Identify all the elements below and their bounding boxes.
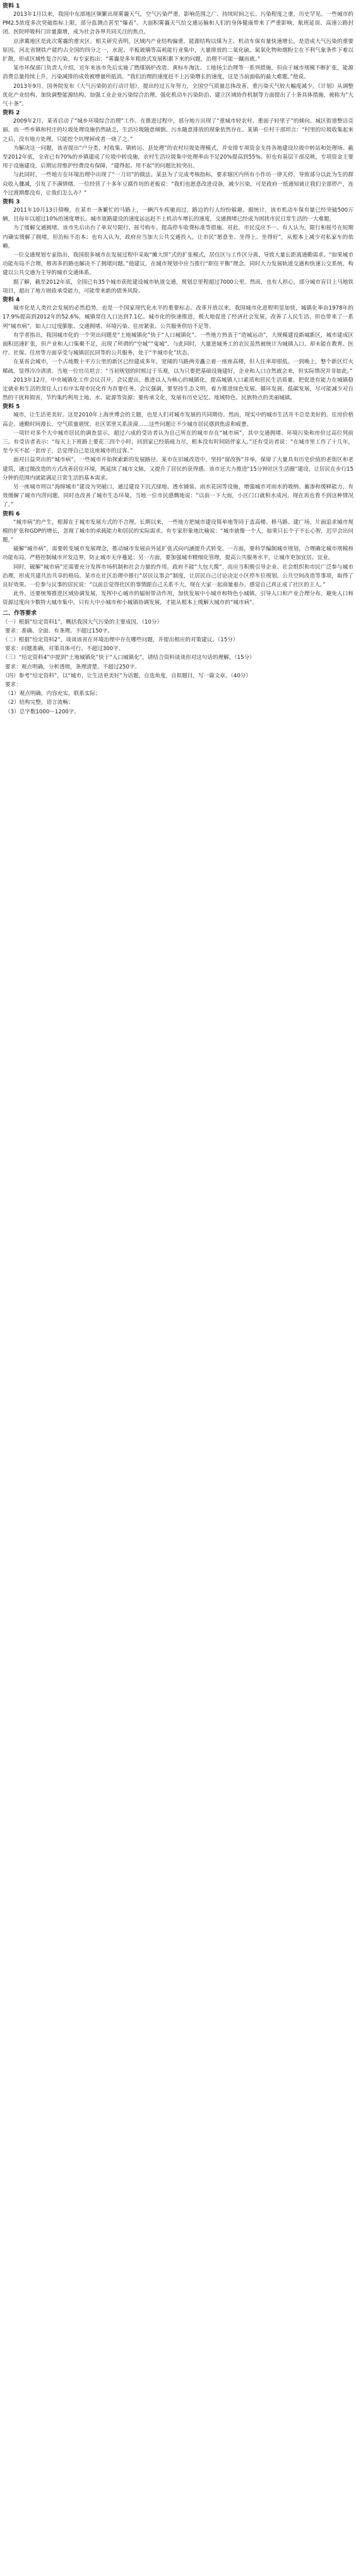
material-title: 资料 2 [3,110,20,117]
question-item: （四）参考“给定资料”，以“城市，让生活更美好”为话题，自选角度，自拟题目，写一篇文章。（40分） [3,672,251,679]
material-section [3,198,353,296]
material-paragraph: 此外，还要统筹推进区域协调发展，发挥中心城市的辐射带动作用，加快发展中小城市和特色小城镇，引导人口和产业合理分布，避免人口和资源过度向少数特大城市集中。只有大中小城市和小城镇协调发展，才能从根本上缓解大城市的“城市病”。 [3,591,353,607]
question-requirement: （3）总字数1000～1200字。 [5,708,80,715]
material-paragraph: 2009年2月，某省启动了“城乡环境综合治理”工作。在推进过程中，部分地方出现了“重城市轻农村、重面子轻里子”的倾向。城区街道整洁亮丽，而一些乡镇和村庄的垃圾处理设施仍然缺乏，生活垃圾随意倾倒、污水随意排放的现象依然存在。某镇一位村干部坦言：“村里的垃圾收集起来之后，没有地方处理，只能挖个坑埋掉或者一烧了之。” [3,118,353,143]
material-title: 资料 1 [3,3,20,9]
question-requirement: （1）观点明确，内容充实，联系实际； [5,691,101,698]
question-requirement: 要求： [5,682,21,689]
material-paragraph: 某市环保部门负责人介绍，近年来该市先后实施了燃煤锅炉改造、黄标车淘汰、工地扬尘治理等一系列措施，但由于城市规模不断扩张，能源消费总量持续上升，污染减排的成效被增量所抵消。“我们治理的速度赶不上污染增长的速度，这是当前面临的最大难题。”他说。 [3,65,353,81]
material-paragraph: 破解“城市病”，需要转变城市发展理念，推动城市发展由外延扩张式向内涵提升式转变。一方面，要科学编制城市规划，合理确定城市规模和功能布局，严格控制城市开发边界，防止城市无序蔓延；另一方面，要加强城市精细化管理，提高公共服务水平，让城市更加宜居、宜业。 [3,546,353,562]
material-paragraph: 为了缓解交通拥堵，该市先后出台了单双号限行、摇号购车、提高停车收费标准等措施。对此，市民反应不一。有人认为，限行和摇号在短期内确实缓解了拥堵，但治标不治本；也有人认为，政府应当加大公共交通投入，让市民“愿意坐、坐得上、坐得好”，从根本上减少对私家车的依赖。 [3,225,353,250]
question-requirement: 要求：问题准确，对策具体可行。不超过300字。 [5,646,124,653]
material-paragraph: 在某省会城市，一个占地数十平方公里的新区已经建成多年，宽阔的马路两旁矗立着一座座高楼，但入住率却很低。一到晚上，整个新区灯火稀疏，显得冷冷清清。当地一位官员坦言：“当初规划的时候过于乐观，以为只要把基础设施建好，企业和人口自然就会来，但实际情况并非如此。” [3,359,353,375]
material-paragraph: 有学者指出，我国城市化的一个突出问题是“土地城镇化”快于“人口城镇化”。一些地方热衷于“造城运动”，大规模建设新城新区，城市建成区面积迅速扩张，但产业和人口集聚不足，出现了所谓的“空城”“鬼城”。与此同时，大量进城务工的农民虽然被统计为城镇人口，却未能在教育、医疗、社保、住房等方面享受与城镇居民同等的公共服务，处于“半城市化”状态。 [3,332,353,357]
question-requirement: 要求：观点明确，分析透彻，条理清楚。不超过250字。 [5,663,141,670]
material-paragraph: 另一座城市则以“海绵城市”建设为突破口，通过建设下沉式绿地、透水铺装、雨水花园等设施，增强城市对雨水的吸纳、蓄渗和缓释能力，有效缓解了城市内涝问题，同时也改善了城市生态环境。当地一位市民感慨地说：“以前一下大雨，小区门口就积水成河，现在再也看不到这种情况了。” [3,483,353,509]
material-paragraph: 2013年1月以来，我国中东部地区频繁出现雾霾天气，空气污染严重，影响范围之广、持续时间之长、污染程度之重，历史罕见。一些城市的PM2.5浓度多次突破指标上限，部分监测点甚至“爆表”。大面积雾霾天气给交通运输和人们的身体健康带来了严重影响，航班延误、高速公路封闭、医院呼吸科门诊量激增，成为社会各界共同关注的焦点。 [3,11,353,36]
material-paragraph: 一位交通规划专家指出，我国很多城市在发展过程中采取“摊大饼”式的扩张模式，居住区与工作区分离，导致大量长距离通勤需求。“如果城市功能布局不合理，修再多的路也解决不了拥堵问题。”他建议，在城市规划中应当推行“职住平衡”理念，同时大力发展轨道交通和快速公交系统，构建以公共交通为主导的城市交通体系。 [3,252,353,277]
question-item: （三）“给定资料4”中提到“土地城镇化”快于“人口城镇化”，请结合资料谈谈你对这句话的理解。（15分） [3,655,255,662]
question-requirement: 要求：准确、全面、有条理。不超过150字。 [5,627,114,634]
question-requirement: （2）结构完整，语言流畅； [5,699,74,706]
document [0,0,356,717]
material-section [3,403,353,509]
material-title: 资料 6 [3,511,20,517]
material-title: 资料 4 [3,297,20,304]
material-paragraph: 为解决这一问题，该省提出“户分类、村收集、镇转运、县处理”的农村垃圾处理模式，并安排专项资金支持各地建设垃圾中转站和处理场。截至2012年底，全省已有70%的乡镇建成了垃圾中转设施，农村生活垃圾集中处理率由不足20%提高到55%。但也有基层干部反映，专项资金主要用于设施建设，后期运营维护经费没有保障，“建得起、用不起”的问题比较突出。 [3,145,353,170]
question-item: （一）根据“给定资料1”，概括我国大气污染的主要成因。（10分） [3,619,163,626]
material-paragraph: 与此同时，一些地方在环境治理中出现了“一刀切”的做法。某县为了完成考核指标，要求辖区内所有小作坊一律关停，导致部分以此为生的群众收入骤减，引发了不满情绪。一位经营了十多年豆腐作坊的老板说：“我们也愿意改进设备，减少污染，可是政府一纸通知就让我们全部停产，连个过渡期都没有，让我们怎么办？” [3,172,353,197]
material-section [3,109,353,198]
material-paragraph: “城市病”的产生，根源在于城市发展方式的不合理。长期以来，一些地方把城市建设简单地等同于盖高楼、修马路、建广场，片面追求城市规模的扩张和GDP的增长，忽视了城市的承载能力和居民的实际需求。有专家形象地比喻说：“城市就像一个人，如果只长个子不长心智，迟早会出问题。” [3,519,353,543]
material-paragraph: 据了解，截至2012年底，全国已有35个城市获批建设城市轨道交通，规划总里程超过7000公里。然而，也有人担心，部分城市盲目上马地铁项目，超出了地方财政承受能力，可能带来新的债务风险。 [3,279,353,294]
material-section [3,296,353,402]
material-title: 资料 3 [3,199,20,206]
questions-title: 二、作答要求 [3,610,37,617]
material-section [3,511,353,608]
material-paragraph: 同时，破解“城市病”还需要充分发挥市场机制和社会力量的作用。政府不能“大包大揽”，而应当积极引导企业、社会组织和市民广泛参与城市治理，形成共建共治共享的格局。某市在社区治理中推行“居民议事会”制度，让居民自己讨论决定小区停车位规划、公共空间改造等事项，取得了良好效果。一位参与议事的居民说：“以前总觉得社区的事情跟自己关系不大，现在大家一起商量着办，感觉自己真正成了社区的主人。” [3,564,353,588]
material-section [3,3,353,109]
material-paragraph: 京津冀地区是此次雾霾的重灾区。相关研究表明，区域内产业结构偏重、能源结构以煤为主、机动车保有量快速增长，是造成大气污染的重要原因。河北省钢铁产能约占全国的四分之一，水泥、平板玻璃等高耗能行业集中，大量排放的二氧化硫、氮氧化物和烟粉尘在不利气象条件下难以扩散，形成区域性复合污染。有专家指出：“雾霾是多年粗放式发展积累下来的问题，治理不可能一蹴而就。” [3,38,353,63]
question-item: （二）根据“给定资料2”，谈谈该省在环境治理中存在哪些问题，并提出相应的对策建议。（15分） [3,637,239,643]
material-paragraph: 2013年12月，中央城镇化工作会议召开。会议提出，推进以人为核心的城镇化，提高城镇人口素质和居民生活质量，把促进有能力在城镇稳定就业和生活的常住人口有序实现市民化作为首要任务。会议强调，要坚持生态文明，着力推进绿色发展、循环发展、低碳发展，尽可能减少对自然的干扰和损害，节约集约利用土地、水、能源等资源；要传承文化，发展有历史记忆、地域特色、民族特点的美丽城镇。 [3,377,353,402]
material-paragraph: 一项针对多个大中城市居民的调查显示，超过六成的受访者认为自己所在的城市存在“城市病”，其中交通拥堵、环境污染和房价过高位列前三。有受访者表示：“每天上下班路上要花三四个小时，回到家已经筋疲力尽，根本没有时间陪伴家人。”还有受访者说：“在城市里工作了十几年，至今买不起一套房子，总觉得自己是这座城市的过客。” [3,430,353,455]
material-title: 资料 5 [3,404,20,411]
material-paragraph: 城市，让生活更美好。这是2010年上海世博会的主题，也是人们对城市发展的共同期待。然而，现实中的城市生活并不总是美好的。住房价格高企、通勤时间漫长、空气质量堪忧、社区邻里关系淡漠……这些问题让不少城市居民感到焦虑和疲惫。 [3,412,353,428]
material-paragraph: 2013年9月，国务院发布《大气污染防治行动计划》，提出经过五年努力，全国空气质量总体改善，重污染天气较大幅度减少。《计划》从调整优化产业结构、加快调整能源结构、加强工业企业污染综合治理、强化机动车污染防治、建立区域协作机制等方面提出了十条具体措施，被称为“大气十条”。 [3,83,353,108]
material-paragraph: 2011年10月13日傍晚，在某市一条繁忙的马路上，一辆汽车疾驰而过，路边的行人纷纷躲避。据统计，该市机动车保有量已经突破500万辆，且每年以超过10%的速度增长。城市道路建设的速度远远赶不上机动车增长的速度，交通拥堵已经成为困扰市民日常生活的一大难题。 [3,207,353,223]
material-paragraph: 面对日益突出的“城市病”，一些城市开始探索新的发展路径。某市在旧城改造中，坚持“留改拆”并举，保留了大量具有历史价值的老街区和老建筑，通过微改造的方式改善居住环境，既延续了城市文脉，又提升了居民的获得感。该市还大力推进“15分钟社区生活圈”建设，让居民在步行15分钟的范围内就能满足日常生活的基本需求。 [3,457,353,481]
material-paragraph: 城市化是人类社会发展的必然趋势，也是一个国家现代化水平的重要标志。改革开放以来，我国城市化进程明显加快，城镇化率由1978年的17.9%提高到2012年的52.6%，城镇常住人口达到7.1亿。城市化的快速推进，极大地促进了经济社会发展，改善了人民生活，但也带来了一系列“城市病”，如人口过度膨胀、交通拥堵、环境污染、住房紧张、公共服务供给不足等。 [3,305,353,330]
